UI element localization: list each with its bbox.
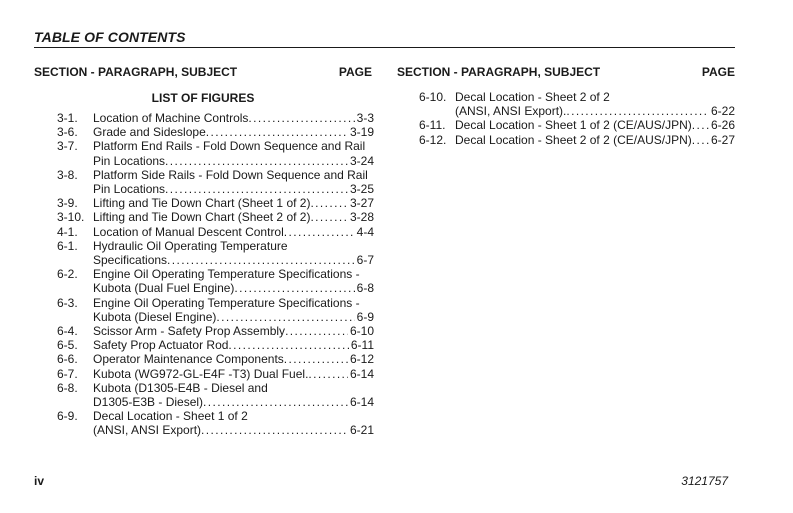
figure-title-line: Hydraulic Oil Operating Temperature bbox=[93, 238, 288, 253]
page-heading-right: PAGE bbox=[701, 65, 735, 79]
figure-title bbox=[93, 338, 374, 352]
figure-title-line: Engine Oil Operating Temperature Specifications - bbox=[93, 267, 360, 282]
toc-entry[interactable] bbox=[57, 225, 374, 239]
figure-title bbox=[93, 324, 374, 338]
page-ref: 6-14 bbox=[349, 395, 374, 410]
dot-leader bbox=[234, 281, 354, 295]
figure-number: 6-11. bbox=[419, 118, 446, 133]
list-of-figures-title: LIST OF FIGURES bbox=[151, 91, 255, 105]
dot-leader bbox=[228, 338, 348, 352]
dot-leader bbox=[216, 310, 354, 324]
dot-leader bbox=[165, 182, 348, 196]
figure-title-line: Decal Location - Sheet 2 of 2 bbox=[455, 90, 610, 104]
figure-number: 6-1. bbox=[57, 238, 78, 253]
page-ref: 4-4 bbox=[356, 224, 374, 239]
figure-title bbox=[93, 168, 374, 196]
figure-number: 6-4. bbox=[57, 324, 78, 339]
toc-entry[interactable] bbox=[419, 118, 735, 132]
figure-title-line: Location of Machine Controls bbox=[93, 111, 249, 125]
figure-title-line: Engine Oil Operating Temperature Specifications - bbox=[93, 295, 360, 310]
figure-title-line: D1305-E3B - Diesel) bbox=[93, 395, 204, 410]
page-ref: 6-8 bbox=[356, 281, 374, 296]
figure-title bbox=[93, 381, 374, 409]
toc-entry[interactable] bbox=[57, 196, 374, 210]
figure-title bbox=[455, 90, 735, 118]
page-ref: 6-26 bbox=[710, 118, 735, 133]
page-ref: 6-21 bbox=[349, 423, 374, 438]
section-heading-left: SECTION - PARAGRAPH, SUBJECT bbox=[34, 65, 238, 79]
figure-title-line: Specifications bbox=[93, 253, 168, 268]
figure-title bbox=[93, 409, 374, 437]
figure-title-line: Safety Prop Actuator Rod bbox=[93, 338, 229, 353]
toc-entry[interactable] bbox=[57, 296, 374, 324]
page-ref: 3-28 bbox=[349, 210, 374, 225]
section-heading-right: SECTION - PARAGRAPH, SUBJECT bbox=[397, 65, 601, 79]
toc-entry[interactable] bbox=[419, 133, 735, 147]
toc-entry[interactable] bbox=[57, 367, 374, 381]
figure-title-line: Pin Locations bbox=[93, 153, 166, 168]
figure-number: 3-10. bbox=[57, 210, 85, 225]
toc-entry[interactable] bbox=[57, 381, 374, 409]
figure-title bbox=[93, 225, 374, 239]
figure-number: 3-9. bbox=[57, 196, 78, 211]
toc-entry[interactable] bbox=[57, 210, 374, 224]
toc-entry[interactable] bbox=[57, 324, 374, 338]
page-ref: 6-27 bbox=[710, 132, 735, 147]
figure-title bbox=[93, 239, 374, 267]
dot-leader bbox=[284, 352, 348, 366]
dot-leader bbox=[201, 423, 348, 437]
dot-leader bbox=[284, 225, 355, 239]
figure-number: 6-6. bbox=[57, 352, 78, 367]
figure-number: 6-9. bbox=[57, 409, 78, 424]
figure-title-line: (ANSI, ANSI Export) bbox=[93, 423, 202, 438]
figure-title bbox=[93, 125, 374, 139]
figure-title-line: Scissor Arm - Safety Prop Assembly bbox=[93, 324, 286, 339]
dot-leader bbox=[310, 210, 348, 224]
toc-entry[interactable] bbox=[57, 139, 374, 167]
figure-number: 6-5. bbox=[57, 338, 78, 353]
toc-entry[interactable] bbox=[57, 267, 374, 295]
figure-title-line: Pin Locations bbox=[93, 182, 166, 197]
figure-title-line: Kubota (Dual Fuel Engine) bbox=[93, 281, 235, 296]
figure-title bbox=[93, 111, 374, 125]
figure-title bbox=[93, 267, 374, 295]
toc-entry[interactable] bbox=[57, 409, 374, 437]
page-ref: 3-27 bbox=[349, 196, 374, 211]
toc-entry[interactable] bbox=[57, 168, 374, 196]
toc-entry[interactable] bbox=[57, 352, 374, 366]
page-number: iv bbox=[34, 474, 45, 488]
dot-leader bbox=[310, 196, 348, 210]
dot-leader bbox=[206, 125, 348, 139]
page-ref: 6-22 bbox=[710, 104, 735, 119]
figure-number: 3-1. bbox=[57, 111, 78, 125]
figure-title bbox=[455, 133, 735, 147]
toc-entry[interactable] bbox=[419, 90, 735, 118]
page-ref: 6-10 bbox=[349, 324, 374, 339]
figure-title-line: Lifting and Tie Down Chart (Sheet 1 of 2) bbox=[93, 196, 311, 211]
dot-leader bbox=[285, 324, 348, 338]
figure-number: 6-7. bbox=[57, 366, 78, 381]
figure-number: 4-1. bbox=[57, 224, 78, 239]
page-ref: 3-3 bbox=[356, 111, 374, 125]
figure-title-line: Decal Location - Sheet 2 of 2 (CE/AUS/JPN) bbox=[455, 132, 692, 147]
page-ref: 3-24 bbox=[349, 153, 374, 168]
figure-title bbox=[93, 210, 374, 224]
figure-title bbox=[93, 196, 374, 210]
dot-leader bbox=[248, 111, 354, 125]
page-ref: 6-14 bbox=[349, 366, 374, 381]
title-rule bbox=[34, 47, 735, 48]
figure-title-line: Decal Location - Sheet 1 of 2 bbox=[93, 409, 248, 424]
right-figure-list bbox=[419, 90, 735, 147]
figure-title-line: Location of Manual Descent Control bbox=[93, 224, 284, 239]
figure-number: 6-8. bbox=[57, 380, 78, 395]
toc-entry[interactable] bbox=[57, 338, 374, 352]
figure-title-line: Kubota (Diesel Engine) bbox=[93, 309, 217, 324]
toc-entry[interactable] bbox=[57, 239, 374, 267]
dot-leader bbox=[308, 367, 348, 381]
figure-title-line: Decal Location - Sheet 1 of 2 (CE/AUS/JPN) bbox=[455, 118, 692, 133]
figure-title-line: Kubota (D1305-E4B - Diesel and bbox=[93, 380, 268, 395]
dot-leader bbox=[167, 253, 355, 267]
figure-number: 6-10. bbox=[419, 90, 447, 104]
figure-number: 6-3. bbox=[57, 295, 78, 310]
figure-title-line: Lifting and Tie Down Chart (Sheet 2 of 2) bbox=[93, 210, 311, 225]
toc-entry[interactable] bbox=[57, 125, 374, 139]
figure-number: 3-7. bbox=[57, 139, 78, 154]
figure-title bbox=[93, 139, 374, 167]
figure-title-line: Platform Side Rails - Fold Down Sequence and Rail bbox=[93, 167, 368, 182]
figure-title bbox=[93, 352, 374, 366]
page-ref: 6-12 bbox=[349, 352, 374, 367]
dot-leader bbox=[566, 104, 709, 118]
figure-title-line: (ANSI, ANSI Export). bbox=[455, 104, 567, 119]
left-figure-list bbox=[57, 111, 374, 438]
figure-title bbox=[93, 367, 374, 381]
figure-title-line: Operator Maintenance Components bbox=[93, 352, 284, 367]
figure-title-line: Grade and Sideslope bbox=[93, 125, 206, 140]
dot-leader bbox=[692, 133, 709, 147]
figure-number: 3-6. bbox=[57, 125, 78, 140]
figure-title-line: Platform End Rails - Fold Down Sequence and Rail bbox=[93, 139, 366, 154]
figure-title bbox=[455, 118, 735, 132]
figure-number: 6-2. bbox=[57, 267, 78, 282]
page-ref: 3-25 bbox=[349, 182, 374, 197]
page-ref: 6-11 bbox=[350, 338, 374, 353]
dot-leader bbox=[165, 154, 348, 168]
toc-entry[interactable] bbox=[57, 111, 374, 125]
dot-leader bbox=[692, 118, 709, 132]
figure-title-line: Kubota (WG972-GL-E4F -T3) Dual Fuel. bbox=[93, 366, 309, 381]
page-ref: 6-9 bbox=[356, 309, 374, 324]
document-number: 3121757 bbox=[681, 474, 728, 488]
page-ref: 6-7 bbox=[356, 253, 374, 268]
dot-leader bbox=[203, 395, 348, 409]
page-heading-left: PAGE bbox=[338, 65, 372, 79]
figure-number: 3-8. bbox=[57, 167, 78, 182]
figure-title bbox=[93, 296, 374, 324]
figure-number: 6-12. bbox=[419, 132, 447, 147]
page-ref: 3-19 bbox=[349, 125, 374, 140]
page-title: TABLE OF CONTENTS bbox=[34, 29, 186, 45]
